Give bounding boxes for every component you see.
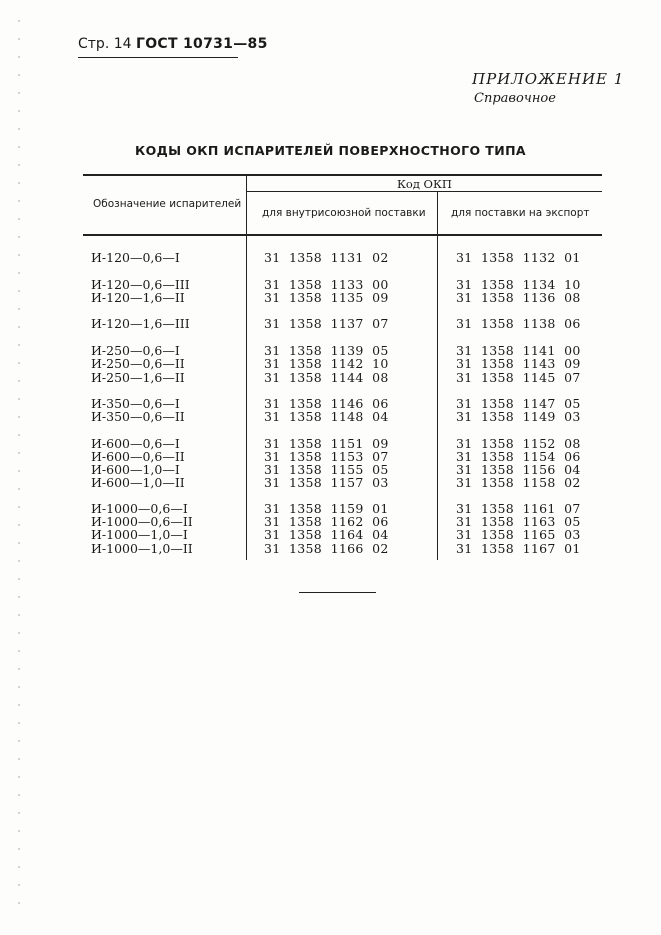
cell-designation: И-250—0,6—II xyxy=(91,356,185,371)
header-rule xyxy=(78,57,238,58)
cell-domestic: 31 1358 1155 05 xyxy=(264,462,389,477)
cell-export: 31 1358 1154 06 xyxy=(456,449,581,464)
cell-export: 31 1358 1156 04 xyxy=(456,462,581,477)
cell-domestic: 31 1358 1162 06 xyxy=(264,514,389,529)
cell-domestic: 31 1358 1164 04 xyxy=(264,527,389,542)
cell-export: 31 1358 1147 05 xyxy=(456,396,581,411)
standard-number: ГОСТ 10731—85 xyxy=(136,36,268,52)
table-title: КОДЫ ОКП ИСПАРИТЕЛЕЙ ПОВЕРХНОСТНОГО ТИПА xyxy=(134,143,527,158)
cell-export: 31 1358 1165 03 xyxy=(456,527,581,542)
cell-export: 31 1358 1132 01 xyxy=(456,250,581,265)
cell-export: 31 1358 1136 08 xyxy=(456,290,581,305)
cell-designation: И-1000—0,6—I xyxy=(91,501,188,516)
cell-designation: И-350—0,6—II xyxy=(91,409,185,424)
cell-designation: И-600—0,6—II xyxy=(91,449,185,464)
page-header xyxy=(78,36,268,52)
cell-domestic: 31 1358 1133 00 xyxy=(264,277,389,292)
cell-designation: И-250—0,6—I xyxy=(91,343,180,358)
code-group-header: Код ОКП xyxy=(397,177,452,191)
cell-domestic: 31 1358 1166 02 xyxy=(264,541,389,556)
designation-header: Обозначение испарителей xyxy=(93,198,242,210)
cell-export: 31 1358 1158 02 xyxy=(456,475,581,490)
cell-designation: И-1000—1,0—I xyxy=(91,527,188,542)
cell-export: 31 1358 1138 06 xyxy=(456,316,581,331)
page-label: Стр. 14 xyxy=(78,36,132,52)
cell-domestic: 31 1358 1139 05 xyxy=(264,343,389,358)
cell-designation: И-120—1,6—III xyxy=(91,316,190,331)
cell-domestic: 31 1358 1148 04 xyxy=(264,409,389,424)
cell-domestic: 31 1358 1131 02 xyxy=(264,250,389,265)
cell-export: 31 1358 1134 10 xyxy=(456,277,581,292)
cell-designation: И-600—1,0—I xyxy=(91,462,180,477)
cell-designation: И-120—0,6—I xyxy=(91,250,180,265)
end-rule xyxy=(299,592,376,593)
cell-export: 31 1358 1141 00 xyxy=(456,343,581,358)
cell-export: 31 1358 1143 09 xyxy=(456,356,581,371)
cell-designation: И-120—1,6—II xyxy=(91,290,185,305)
cell-domestic: 31 1358 1151 09 xyxy=(264,436,389,451)
code-group-rule xyxy=(246,191,602,192)
cell-domestic: 31 1358 1153 07 xyxy=(264,449,389,464)
cell-export: 31 1358 1163 05 xyxy=(456,514,581,529)
cell-domestic: 31 1358 1137 07 xyxy=(264,316,389,331)
cell-export: 31 1358 1161 07 xyxy=(456,501,581,516)
cell-export: 31 1358 1149 03 xyxy=(456,409,581,424)
cell-designation: И-250—1,6—II xyxy=(91,370,185,385)
cell-domestic: 31 1358 1159 01 xyxy=(264,501,389,516)
cell-designation: И-600—0,6—I xyxy=(91,436,180,451)
cell-export: 31 1358 1152 08 xyxy=(456,436,581,451)
cell-domestic: 31 1358 1135 09 xyxy=(264,290,389,305)
cell-designation: И-350—0,6—I xyxy=(91,396,180,411)
column-divider-1 xyxy=(246,174,247,560)
export-header: для поставки на экспорт xyxy=(451,207,590,219)
cell-designation: И-600—1,0—II xyxy=(91,475,185,490)
cell-designation: И-1000—0,6—II xyxy=(91,514,193,529)
appendix-title: ПРИЛОЖЕНИЕ 1 xyxy=(472,70,625,88)
table-top-rule xyxy=(83,174,602,176)
cell-domestic: 31 1358 1146 06 xyxy=(264,396,389,411)
cell-domestic: 31 1358 1157 03 xyxy=(264,475,389,490)
cell-domestic: 31 1358 1144 08 xyxy=(264,370,389,385)
cell-designation: И-120—0,6—III xyxy=(91,277,190,292)
appendix-subtitle: Справочное xyxy=(474,91,556,106)
column-divider-2 xyxy=(437,191,438,560)
cell-designation: И-1000—1,0—II xyxy=(91,541,193,556)
cell-domestic: 31 1358 1142 10 xyxy=(264,356,389,371)
header-bottom-rule xyxy=(83,234,602,236)
cell-export: 31 1358 1145 07 xyxy=(456,370,581,385)
cell-export: 31 1358 1167 01 xyxy=(456,541,581,556)
domestic-header: для внутрисоюзной поставки xyxy=(262,207,426,219)
